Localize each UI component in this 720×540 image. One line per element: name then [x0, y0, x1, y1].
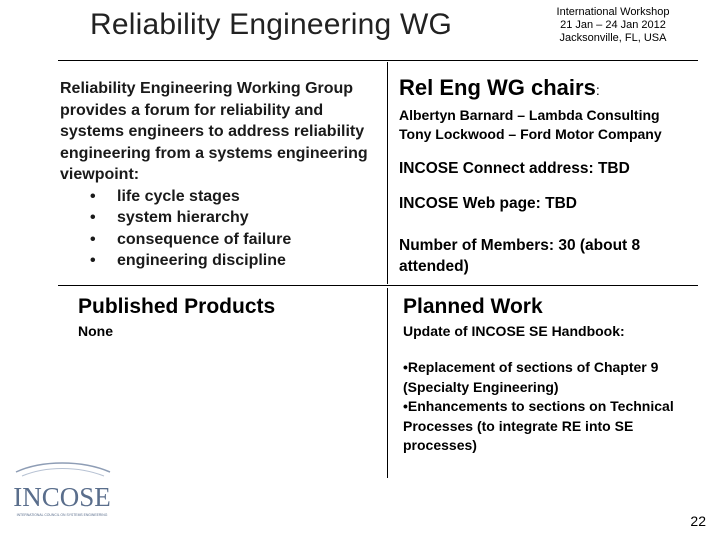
incose-logo	[2, 462, 122, 526]
chair-entry: Albertyn Barnard – Lambda Consulting	[399, 107, 660, 123]
workshop-info	[540, 6, 686, 45]
viewpoint-label: engineering discipline	[117, 252, 286, 269]
logo-wordmark: INCOSE	[13, 482, 111, 512]
planned-work-heading: Planned Work	[403, 295, 543, 318]
page-number: 22	[690, 513, 706, 529]
workshop-name: International Workshop	[556, 6, 670, 18]
bullet-glyph: •	[90, 209, 96, 226]
workshop-location: Jacksonville, FL, USA	[559, 32, 667, 44]
viewpoint-item	[60, 250, 382, 272]
chairs-heading-text: Rel Eng WG chairs	[399, 75, 596, 100]
wg-description	[60, 78, 382, 272]
chairs-heading	[399, 75, 600, 101]
middle-divider	[58, 285, 698, 286]
bullet-glyph: •	[90, 230, 96, 248]
member-count: Number of Members: 30 (about 8 attended)	[399, 237, 641, 275]
slide-title: Reliability Engineering WG	[90, 8, 453, 41]
viewpoint-label: life cycle stages	[117, 187, 240, 205]
web-page: INCOSE Web page: TBD	[399, 195, 577, 212]
viewpoint-item	[60, 207, 382, 229]
lower-column-divider	[387, 288, 388, 478]
connect-address: INCOSE Connect address: TBD	[399, 160, 630, 177]
planned-work-intro: Update of INCOSE SE Handbook:	[403, 323, 625, 339]
viewpoint-list	[60, 186, 382, 272]
viewpoint-item	[60, 229, 382, 251]
upper-column-divider	[387, 62, 388, 284]
published-products-text: None	[78, 323, 113, 339]
workshop-dates: 21 Jan – 24 Jan 2012	[560, 19, 666, 31]
planned-work-list	[403, 358, 703, 456]
logo-arc-inner	[22, 469, 104, 477]
viewpoint-label: consequence of failure	[117, 230, 292, 248]
planned-work-item: •Enhancements to sections on Technical Processes (to integrate RE into SE processes)	[403, 398, 674, 453]
logo-tagline: INTERNATIONAL COUNCIL ON SYSTEMS ENGINEERING	[16, 513, 108, 517]
bullet-glyph: •	[90, 187, 96, 205]
viewpoint-item	[60, 186, 382, 208]
published-products-heading: Published Products	[78, 295, 276, 318]
wg-description-text: Reliability Engineering Working Group provides a forum for reliability and systems engineers to address reliability engineering from a systems engineering viewpoint:	[60, 80, 368, 183]
chairs-list	[399, 106, 662, 144]
planned-work-item: •Replacement of sections of Chapter 9 (Specialty Engineering)	[403, 359, 659, 395]
chair-entry: Tony Lockwood – Ford Motor Company	[399, 126, 662, 142]
top-divider	[58, 60, 698, 61]
logo-arc	[16, 463, 110, 472]
bullet-glyph: •	[90, 252, 96, 269]
chairs-heading-colon: :	[595, 82, 600, 98]
viewpoint-label: system hierarchy	[117, 209, 249, 226]
